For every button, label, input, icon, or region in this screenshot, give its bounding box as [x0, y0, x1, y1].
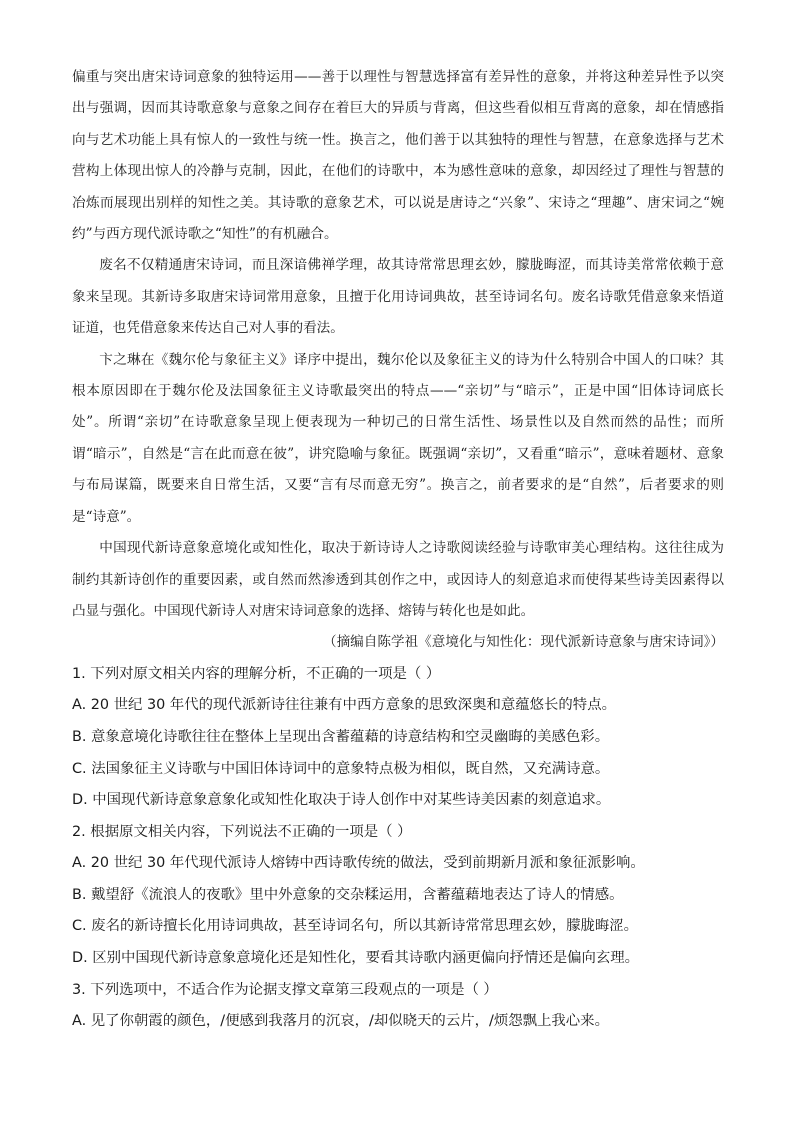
option-a: A. 20 世纪 30 年代的现代派新诗往往兼有中西方意象的思致深奥和意蕴悠长的特点。 [72, 697, 616, 714]
option-b: B. 意象意境化诗歌往往在整体上呈现出含蓄蕴藉的诗意结构和空灵幽晦的美感色彩。 [72, 728, 610, 745]
question-stem: 3. 下列选项中，不适合作为论据支撑文章第三段观点的一项是（ ） [72, 981, 498, 998]
option-a: A. 见了你朝霞的颜色，/便感到我落月的沉哀，/却似晓天的云片，/烦怨飘上我心来。 [72, 1013, 609, 1030]
question-2 [72, 817, 724, 975]
option-c: C. 废名的新诗擅长化用诗词典故，甚至诗词名句，所以其新诗常常思理玄妙，朦胧晦涩。 [72, 918, 639, 935]
passage-source: （摘编自陈学祖《意境化与知性化：现代派新诗意象与唐宋诗词》） [322, 634, 724, 651]
option-d: D. 区别中国现代新诗意象意境化还是知性化，要看其诗歌内涵更偏向抒情还是偏向玄理。 [72, 950, 640, 967]
option-c: C. 法国象征主义诗歌与中国旧体诗词中的意象特点极为相似，既自然，又充满诗意。 [72, 760, 610, 777]
passage-paragraph-4: 中国现代新诗意象意境化或知性化，取决于新诗诗人之诗歌阅读经验与诗歌审美心理结构。这往往成为制约其新诗创作的重要因素，或自然而然渗透到其创作之中，或因诗人的刻意追求而使得某些诗美因素得以凸显与强化。中国现代新诗人对唐宋诗词意象的选择、熔铸与转化也是如此。 [72, 540, 724, 619]
question-stem: 1. 下列对原文相关内容的理解分析，不正确的一项是（ ） [72, 665, 441, 682]
exam-page [72, 62, 724, 1038]
passage-paragraph-2: 废名不仅精通唐宋诗词，而且深谙佛禅学理，故其诗常常思理玄妙，朦胧晦涩，而其诗美常常依赖于意象来呈现。其新诗多取唐宋诗词常用意象，且擅于化用诗词典故，甚至诗词名句。废名诗歌凭借意象来悟道证道，也凭借意象来传达自己对人事的看法。 [72, 257, 724, 337]
reading-passage [72, 62, 724, 627]
option-a: A. 20 世纪 30 年代现代派诗人熔铸中西诗歌传统的做法，受到前期新月派和象征派影响。 [72, 855, 645, 872]
question-stem: 2. 根据原文相关内容，下列说法不正确的一项是（ ） [72, 823, 412, 840]
option-d: D. 中国现代新诗意象意象化或知性化取决于诗人创作中对某些诗美因素的刻意追求。 [72, 792, 611, 809]
passage-paragraph-3: 卞之琳在《魏尔伦与象征主义》译序中提出，魏尔伦以及象征主义的诗为什么特别合中国人的口味？其根本原因即在于魏尔伦及法国象征主义诗歌最突出的特点——“亲切”与“暗示”，正是中国“旧体诗词底长处”。所谓“亲切”在诗歌意象呈现上便表现为一种切己的日常生活性、场景性以及自然而然的品性；而所谓“暗示”，自然是“言在此而意在彼”，讲究隐喻与象征。既强调“亲切”，又看重“暗示”，意味着题材、意象与布局谋篇，既要来自日常生活，又要“言有尽而意无穷”。换言之，前者要求的是“自然”，后者要求的则是“诗意”。 [72, 351, 724, 525]
option-b: B. 戴望舒《流浪人的夜歌》里中外意象的交杂糅运用，含蓄蕴藉地表达了诗人的情感。 [72, 886, 624, 903]
question-3 [72, 975, 724, 1038]
question-1 [72, 659, 724, 817]
passage-paragraph-1: 偏重与突出唐宋诗词意象的独特运用——善于以理性与智慧选择富有差异性的意象，并将这种差异性予以突出与强调，因而其诗歌意象与意象之间存在着巨大的异质与背离，但这些看似相互背离的意象，却在情感指向与艺术功能上具有惊人的一致性与统一性。换言之，他们善于以其独特的理性与智慧，在意象选择与艺术营构上体现出惊人的冷静与克制，因此，在他们的诗歌中，本为感性意味的意象，却因经过了理性与智慧的冶炼而展现出别样的知性之美。其诗歌的意象艺术，可以说是唐诗之“兴象”、宋诗之“理趣”、唐宋词之“婉约”与西方现代派诗歌之“知性”的有机融合。 [72, 69, 724, 243]
